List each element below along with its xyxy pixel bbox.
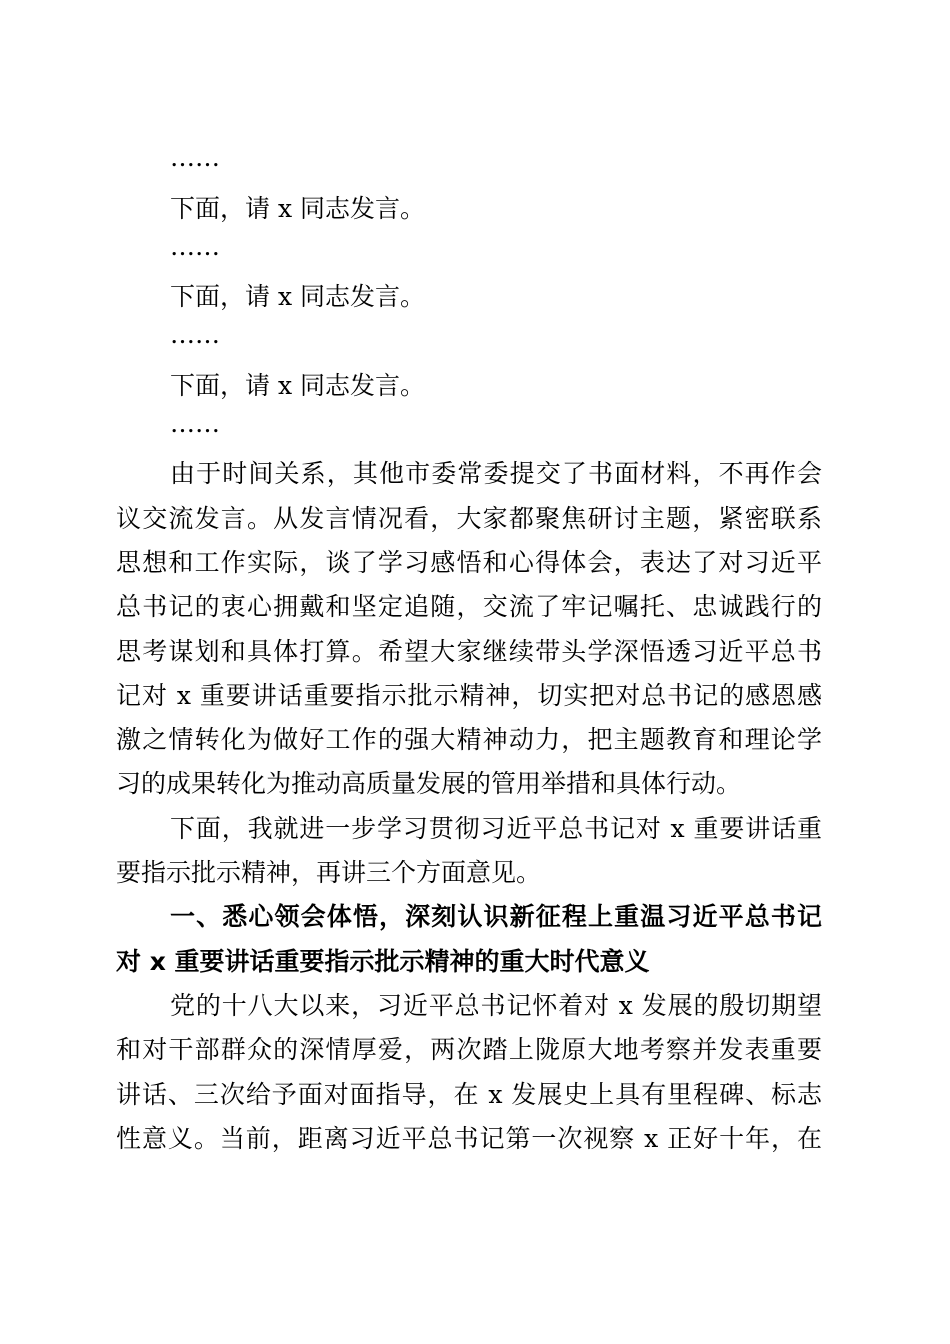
- paragraph-line: 和对干部群众的深情厚爱，两次踏上陇原大地考察并发表重要: [116, 1035, 822, 1064]
- ellipsis-line: ……: [170, 143, 220, 172]
- paragraph-line: 由于时间关系，其他市委常委提交了书面材料，不再作会: [170, 459, 822, 488]
- section-heading: 一、悉心领会体悟，深刻认识新征程上重温习近平总书记: [170, 902, 822, 931]
- paragraph-line: 党的十八大以来，习近平总书记怀着对 x 发展的殷切期望: [170, 991, 822, 1020]
- section-heading: 对 x 重要讲话重要指示批示精神的重大时代意义: [116, 947, 650, 976]
- paragraph-line: 思想和工作实际，谈了学习感悟和心得体会，表达了对习近平: [116, 548, 822, 577]
- speaker-line: 下面，请 x 同志发言。: [170, 194, 425, 223]
- paragraph-line: 性意义。当前，距离习近平总书记第一次视察 x 正好十年，在: [116, 1124, 822, 1153]
- paragraph-line: 讲话、三次给予面对面指导，在 x 发展史上具有里程碑、标志: [116, 1080, 822, 1109]
- paragraph-line: 总书记的衷心拥戴和坚定追随，交流了牢记嘱托、忠诚践行的: [116, 592, 822, 621]
- paragraph-line: 习的成果转化为推动高质量发展的管用举措和具体行动。: [116, 769, 742, 798]
- paragraph-line: 议交流发言。从发言情况看，大家都聚焦研讨主题，紧密联系: [116, 504, 822, 533]
- paragraph-line: 记对 x 重要讲话重要指示批示精神，切实把对总书记的感恩感: [116, 681, 822, 710]
- paragraph-line: 要指示批示精神，再讲三个方面意见。: [116, 858, 542, 887]
- ellipsis-line: ……: [170, 320, 220, 349]
- paragraph-line: 思考谋划和具体打算。希望大家继续带头学深悟透习近平总书: [116, 637, 822, 666]
- speaker-line: 下面，请 x 同志发言。: [170, 282, 425, 311]
- speaker-line: 下面，请 x 同志发言。: [170, 371, 425, 400]
- paragraph-line: 下面，我就进一步学习贯彻习近平总书记对 x 重要讲话重: [170, 814, 822, 843]
- ellipsis-line: ……: [170, 409, 220, 438]
- paragraph-line: 激之情转化为做好工作的强大精神动力，把主题教育和理论学: [116, 725, 822, 754]
- ellipsis-line: ……: [170, 232, 220, 261]
